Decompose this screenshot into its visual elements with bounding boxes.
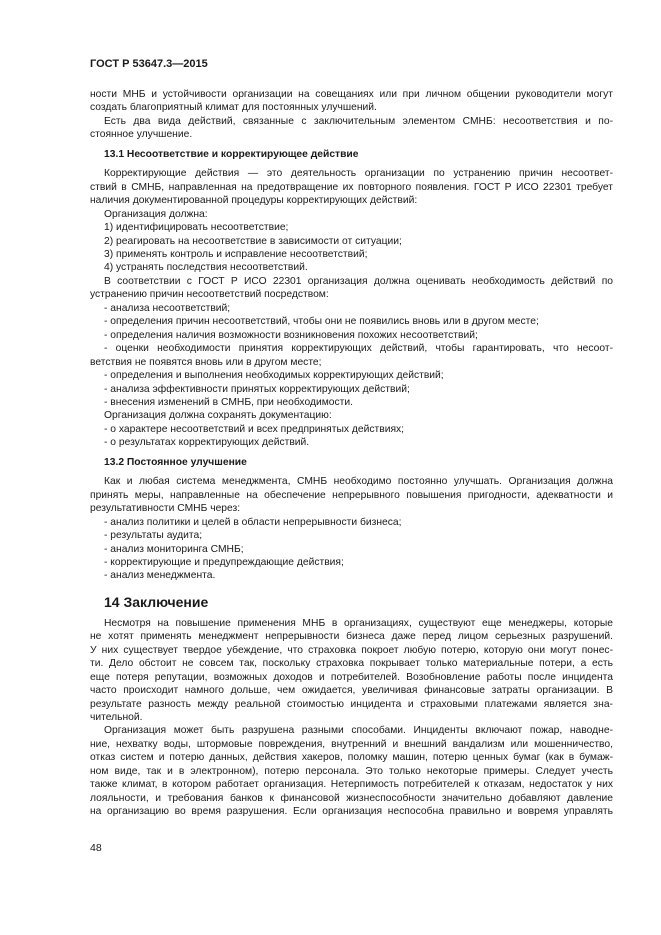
list-item: - о характере несоответствий и всех предпринятых действиях; xyxy=(104,423,405,435)
text-line: чительной. xyxy=(90,712,143,724)
conclusion-paragraph-2 xyxy=(90,724,613,818)
text-line: отказ систем и потерю данных, действия хакеров, поломку машин, потерю ценных бумаг (как в бумаж- xyxy=(90,752,613,764)
page-number: 48 xyxy=(90,842,102,854)
document-header: ГОСТ Р 53647.3—2015 xyxy=(90,58,208,70)
list-item: - анализ политики и целей в области непрерывности бизнеса; xyxy=(104,516,402,528)
list-item: ветствия не появятся вновь или в другом месте; xyxy=(90,356,322,368)
text-line: Организация может быть разрушена разными способами. Инциденты включают пожар, наводне- xyxy=(104,725,613,737)
list-item: - анализа несоответствий; xyxy=(104,302,231,314)
list-item: - определения наличия возможности возникновения похожих несоответствий; xyxy=(104,329,478,341)
list-item: 4) устранять последствия несоответствий. xyxy=(104,262,308,274)
list-item: - определения и выполнения необходимых корректирующих действий; xyxy=(104,370,444,382)
list-item: - анализа эффективности принятых корректирующих действий; xyxy=(104,383,410,395)
text-line: ном виде, так и в электронном), потерю персонала. Это только некоторые примеры. Следует учесть xyxy=(90,765,613,777)
text-line: наличия документированной процедуры корректирующих действий: xyxy=(90,195,418,207)
evaluation-list xyxy=(90,302,613,410)
text-line: результате разность между реальной стоимостью инцидента и страховыми платежами является зна- xyxy=(90,698,613,710)
text-line: создать благоприятный климат для постоянных улучшений. xyxy=(90,102,377,114)
text-line: Есть два вида действий, связанные с заключительным элементом СМНБ: несоответствия и по- xyxy=(104,115,613,127)
text-line: стоянное улучшение. xyxy=(90,129,193,141)
list-item: - определения причин несоответствий, чтобы они не появились вновь или в другом месте; xyxy=(104,316,539,328)
improvement-paragraph xyxy=(90,475,613,515)
text-line: ности МНБ и устойчивости организации на совещаниях или при личном общении руководители могут xyxy=(90,89,613,100)
section-heading-13-2: 13.2 Постоянное улучшение xyxy=(104,456,247,468)
text-line: ние, нехватку воды, штормовые повреждения, внутренний и внешний вандализм или мошенничество, xyxy=(90,738,613,750)
text-line: Организация должна сохранять документацию: xyxy=(104,410,332,422)
list-item: 2) реагировать на несоответствие в зависимости от ситуации; xyxy=(104,235,402,247)
evaluation-paragraph xyxy=(90,275,613,302)
text-line: не хотят применять менеджмент непрерывности бизнеса даже перед лицом серьезных разрушений. xyxy=(90,631,613,643)
corrective-paragraph xyxy=(90,167,613,207)
text-line: результативности СМНБ через: xyxy=(90,503,241,515)
list-item: - внесения изменений в СМНБ, при необходимости. xyxy=(104,396,353,408)
page-body xyxy=(90,88,613,819)
text-line: Несмотря на повышение применения МНБ в организациях, существуют еще менеджеры, которые xyxy=(104,617,613,629)
text-line: устранению причин несоответствий посредством: xyxy=(90,289,329,301)
list-item: 1) идентифицировать несоответствие; xyxy=(104,222,289,234)
section-heading-13-1: 13.1 Несоответствие и корректирующее действие xyxy=(104,148,359,160)
text-line: Организация должна: xyxy=(104,208,208,220)
list-item: - анализ менеджмента. xyxy=(104,570,216,582)
conclusion-paragraph-1 xyxy=(90,617,613,725)
intro-paragraph xyxy=(90,88,613,142)
text-line: ти. Дело обстоит не совсем так, поскольку страховка покрывает только материальные потери, а есть xyxy=(90,658,613,670)
list-item: - о результатах корректирующих действий. xyxy=(104,437,310,449)
list-item: 3) применять контроль и исправление несоответствий; xyxy=(104,248,368,260)
improvement-list xyxy=(90,516,613,583)
list-item: - результаты аудита; xyxy=(104,530,203,542)
section-heading-14: 14 Заключение xyxy=(104,593,209,610)
text-line: ствий в СМНБ, направленная на предотвращение их повторного появления. ГОСТ Р ИСО 22301 требует xyxy=(90,181,613,193)
text-line: В соответствии с ГОСТ Р ИСО 22301 организация должна оценивать необходимость действий по xyxy=(104,275,613,287)
documentation-list xyxy=(90,423,613,450)
text-line: лояльности, и требования банков к финансовой жизнеспособности значительно добавляют давление xyxy=(90,792,613,804)
list-item: - оценки необходимости принятия корректирующих действий, чтобы гарантировать, что несоот- xyxy=(104,343,613,355)
text-line: еще потеря репутации, возможных доходов и потребителей. Возобновление работы после инцидента xyxy=(90,671,613,683)
list-item: - анализ мониторинга СМНБ; xyxy=(104,543,244,555)
text-line: на организацию во время разрушения. Если организация неспособна правильно и вовремя управлять xyxy=(90,806,613,818)
text-line: принять меры, направленные на обеспечение непрерывного повышения пригодности, адекватности и xyxy=(90,489,613,501)
numbered-list xyxy=(90,221,613,275)
text-line: Как и любая система менеджмента, СМНБ необходимо постоянно улучшать. Организация должна xyxy=(104,476,613,488)
list-item: - корректирующие и предупреждающие действия; xyxy=(104,556,344,568)
text-line: У них существует твердое убеждение, что страховка покроет любую потерю, которую они могут понес- xyxy=(90,644,613,656)
text-line: часто происходит намного дольше, чем ожидается, увеличивая финансовые затраты организации. В xyxy=(90,685,613,697)
text-line: также климат, в котором работает организация. Нетерпимость потребителей к отказам, недостаток у них xyxy=(90,779,613,791)
text-line: Корректирующие действия — это деятельность организации по устранению причин несоответ- xyxy=(104,168,613,180)
